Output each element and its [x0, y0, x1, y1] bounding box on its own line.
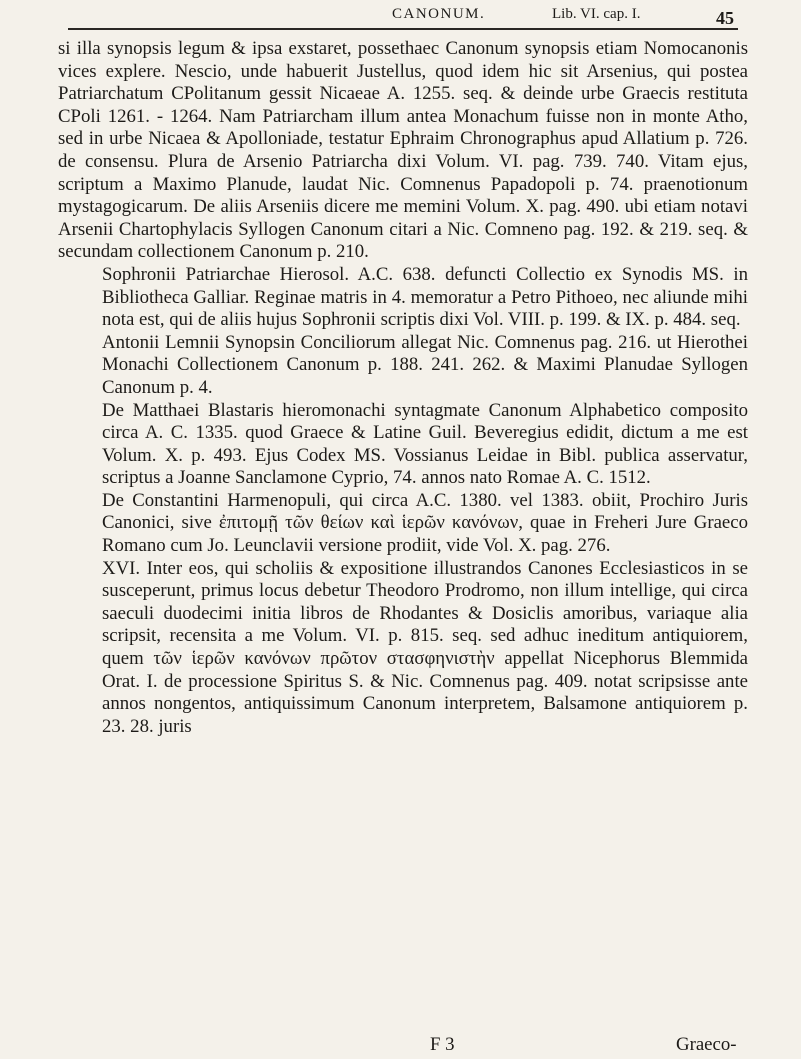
paragraph-section-xvi: XVI. Inter eos, qui scholiis & expositione illustrandos Canones Ecclesiasticos in se susceperunt, primus locus debetur Theodoro Prodromo, non illum intellige, qui circa saeculi duodecimi initia libros de Rhodantes & Dosiclis amoribus, variaque alia scripsit, recensita a me Volum. VI. p. 815. seq. sed adhuc ineditum antiquiorem, quem τῶν ἱερῶν κανόνων πρῶτον στασφηνιστὴν appellat Nicephorus Blemmida Orat. I. de processione Spiritus S. & Nic. Comnenus pag. 409. notat scripsisse ante annos nongentos, antiquissimum Canonum interpretem, Balsamone antiquiorem p. 23. 28. juris	[102, 557, 748, 737]
page-number: 45	[716, 8, 734, 28]
page-footer	[58, 1034, 748, 1056]
paragraph-arsenius: si illa synopsis legum & ipsa exstaret, possethaec Canonum synopsis etiam Nomocanonis vices explere. Nescio, unde habuerit Justellus, quod idem hic sit Arsenius, qui postea Patriarchatum CPolitanum gessit Nicaeae A. 1255. seq. & deinde urbe Graecis restituta CPoli 1261. - 1264. Nam Patriarcham illum antea Monachum fuisse non in monte Atho, sed in urbe Nicaea & Apolloniade, testatur Ephraim Chronographus apud Allatium p. 726. de consensu. Plura de Arsenio Patriarcha dixi Volum. VI. pag. 739. 740. Vitam ejus, scriptum a Maximo Planude, laudat Nic. Comnenus Papadopoli p. 74. praenotionum mystagogicarum. De aliis Arseniis dicere me memini Volum. X. pag. 490. ubi etiam notavi Arsenii Chartophylacis Syllogen Canonum citari a Nic. Comneno pag. 192. & 219. seq. & secundam collectionem Canonum p. 210.	[58, 38, 748, 263]
body-text	[58, 38, 748, 738]
header-rule	[68, 28, 738, 30]
running-head: CANONUM.	[392, 6, 486, 22]
paragraph-harmenopulus: De Constantini Harmenopuli, qui circa A.C. 1380. vel 1383. obiit, Prochiro Juris Canonici, sive ἐπιτομῇ τῶν θείων καὶ ἱερῶν κανόνων, quae in Freheri Jure Graeco Romano cum Jo. Leunclavii versione prodiit, vide Vol. X. pag. 276.	[102, 489, 748, 557]
paragraph-blastares: De Matthaei Blastaris hieromonachi syntagmate Canonum Alphabetico composito circa A. C. 1335. quod Graece & Latine Guil. Beveregius edidit, dictum a me est Volum. X. p. 493. Ejus Codex MS. Vossianus Leidae in Bibl. publica asservatur, scriptus a Joanne Sanclamone Cyprio, 74. annos nato Romae A. C. 1512.	[102, 399, 748, 489]
page-header	[0, 0, 801, 40]
catchword: Graeco-	[676, 1034, 737, 1055]
section-reference: Lib. VI. cap. I.	[552, 6, 641, 22]
signature-mark: F 3	[430, 1034, 455, 1055]
paragraph-sophronius: Sophronii Patriarchae Hierosol. A.C. 638. defuncti Collectio ex Synodis MS. in Bibliotheca Galliar. Reginae matris in 4. memoratur a Petro Pithoeo, nec aliunde mihi nota est, qui de aliis hujus Sophronii scriptis dixi Vol. VIII. p. 199. & IX. p. 484. seq.	[102, 263, 748, 331]
paragraph-antonius-lemnius: Antonii Lemnii Synopsin Conciliorum allegat Nic. Comnenus pag. 216. ut Hierothei Monachi Collectionem Canonum p. 188. 241. 262. & Maximi Planudae Syllogen Canonum p. 4.	[102, 331, 748, 398]
